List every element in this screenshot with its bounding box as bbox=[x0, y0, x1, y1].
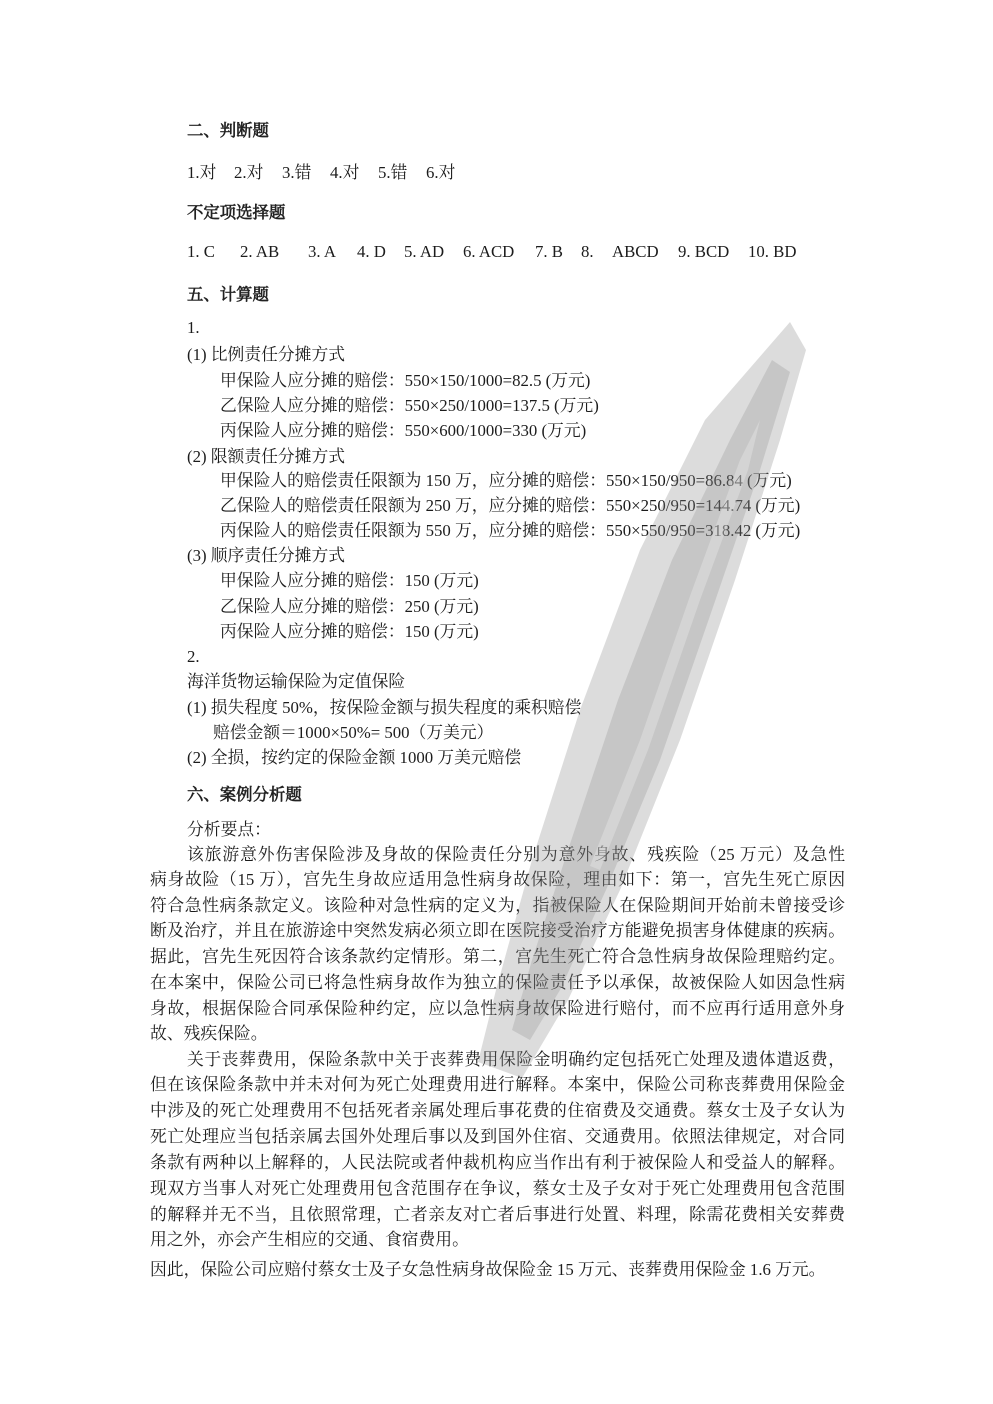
calculation-item: (2) 全损，按约定的保险金额 1000 万美元赔偿 bbox=[187, 748, 522, 767]
paragraph-line: 的解释并无不当，且依照常理，亡者亲友对亡者后事进行处置、料理，除需花费相关安葬费 bbox=[150, 1205, 845, 1224]
method-title: (1) 比例责任分摊方式 bbox=[187, 345, 346, 364]
section-heading-case-analysis: 六、案例分析题 bbox=[187, 785, 302, 804]
paragraph-line: 断及治疗，并且在旅游途中突然发病必须立即在医院接受治疗方能避免损害身体健康的疾病。 bbox=[150, 921, 845, 940]
paragraph-line: 用之外，亦会产生相应的交通、食宿费用。 bbox=[150, 1230, 469, 1249]
judgment-answer: 5.错 bbox=[378, 163, 408, 182]
paragraph-line: 身故，根据保险合同承保险种约定，应以急性病身故保险进行赔付，而不应再行适用意外身 bbox=[150, 999, 845, 1018]
choice-answer: 8. bbox=[581, 242, 594, 261]
paragraph-line: 但在该保险条款中并未对何为死亡处理费用进行解释。本案中，保险公司称丧葬费用保险金 bbox=[150, 1075, 845, 1094]
paragraph-line: 病身故险（15 万），宫先生身故应适用急性病身故保险，理由如下：第一，宫先生死亡原因 bbox=[150, 870, 845, 889]
section-heading-multiple-choice: 不定项选择题 bbox=[187, 203, 286, 222]
calculation-line: 甲保险人的赔偿责任限额为 150 万，应分摊的赔偿：550×150/950=86.84 (万元) bbox=[220, 471, 792, 490]
section-heading-judgment: 二、判断题 bbox=[187, 121, 269, 140]
paragraph-line: 故、残疾保险。 bbox=[150, 1024, 268, 1043]
analysis-subheading: 分析要点： bbox=[187, 820, 271, 839]
paragraph-line: 条款有两种以上解释的，人民法院或者仲裁机构应当作出有利于被保险人和受益人的解释。 bbox=[150, 1153, 845, 1172]
choice-answer: 9. BCD bbox=[678, 242, 730, 261]
calculation-line: 丙保险人的赔偿责任限额为 550 万，应分摊的赔偿：550×550/950=318.42 (万元) bbox=[220, 521, 801, 540]
choice-answer: 6. ACD bbox=[463, 242, 515, 261]
paragraph-line: 符合急性病条款定义。该险种对急性病的定义为，指被保险人在保险期间开始前未曾接受诊 bbox=[150, 896, 845, 915]
judgment-answer: 4.对 bbox=[330, 163, 360, 182]
choice-answer-row bbox=[187, 240, 847, 264]
question-number: 1. bbox=[187, 318, 200, 337]
calculation-line: 乙保险人的赔偿责任限额为 250 万，应分摊的赔偿：550×250/950=144.74 (万元) bbox=[220, 496, 801, 515]
paragraph-line: 死亡处理应当包括亲属去国外处理后事以及到国外住宿、交通费用。依照法律规定，对合同 bbox=[150, 1127, 845, 1146]
judgment-answer: 2.对 bbox=[234, 163, 264, 182]
paragraph-line: 中涉及的死亡处理费用不包括死者亲属处理后事花费的住宿费及交通费。蔡女士及子女认为 bbox=[150, 1101, 845, 1120]
calculation-line: 甲保险人应分摊的赔偿：150 (万元) bbox=[220, 571, 479, 590]
calculation-line: 甲保险人应分摊的赔偿：550×150/1000=82.5 (万元) bbox=[220, 371, 591, 390]
paragraph-line: 该旅游意外伤害保险涉及身故的保险责任分别为意外身故、残疾险（25 万元）及急性 bbox=[187, 845, 845, 864]
section-heading-calculation: 五、计算题 bbox=[187, 285, 269, 304]
judgment-answer: 1.对 bbox=[187, 163, 217, 182]
paragraph-line: 现双方当事人对死亡处理费用包含范围存在争议，蔡女士及子女对于死亡处理费用包含范围 bbox=[150, 1179, 845, 1198]
calculation-line: 乙保险人应分摊的赔偿：550×250/1000=137.5 (万元) bbox=[220, 396, 599, 415]
paragraph-line: 据此，宫先生死因符合该条款约定情形。第二，宫先生死亡符合急性病身故保险理赔约定。 bbox=[150, 947, 845, 966]
judgment-answer: 6.对 bbox=[426, 163, 456, 182]
calculation-line: 丙保险人应分摊的赔偿：150 (万元) bbox=[220, 622, 479, 641]
judgment-answer: 3.错 bbox=[282, 163, 312, 182]
method-title: (2) 限额责任分摊方式 bbox=[187, 447, 346, 466]
calculation-item: (1) 损失程度 50%，按保险金额与损失程度的乘积赔偿 bbox=[187, 698, 582, 717]
choice-answer: 1. C bbox=[187, 242, 215, 261]
calculation-line: 乙保险人应分摊的赔偿：250 (万元) bbox=[220, 597, 479, 616]
method-title: (3) 顺序责任分摊方式 bbox=[187, 546, 346, 565]
choice-answer: 3. A bbox=[308, 242, 336, 261]
question-intro: 海洋货物运输保险为定值保险 bbox=[187, 672, 406, 691]
question-number: 2. bbox=[187, 647, 200, 666]
calculation-formula: 赔偿金额＝1000×50%= 500（万美元） bbox=[213, 723, 494, 742]
judgment-answer-row bbox=[187, 161, 847, 185]
choice-answer: 10. BD bbox=[748, 242, 797, 261]
choice-answer: ABCD bbox=[612, 242, 659, 261]
paragraph-line: 在本案中，保险公司已将急性病身故作为独立的保险责任予以承保，故被保险人如因急性病 bbox=[150, 973, 845, 992]
choice-answer: 5. AD bbox=[404, 242, 445, 261]
choice-answer: 4. D bbox=[357, 242, 386, 261]
choice-answer: 7. B bbox=[535, 242, 563, 261]
calculation-line: 丙保险人应分摊的赔偿：550×600/1000=330 (万元) bbox=[220, 421, 587, 440]
conclusion-line: 因此，保险公司应赔付蔡女士及子女急性病身故保险金 15 万元、丧葬费用保险金 1.6 万元。 bbox=[150, 1260, 826, 1279]
paragraph-line: 关于丧葬费用，保险条款中关于丧葬费用保险金明确约定包括死亡处理及遗体遣返费， bbox=[187, 1050, 845, 1069]
choice-answer: 2. AB bbox=[240, 242, 280, 261]
